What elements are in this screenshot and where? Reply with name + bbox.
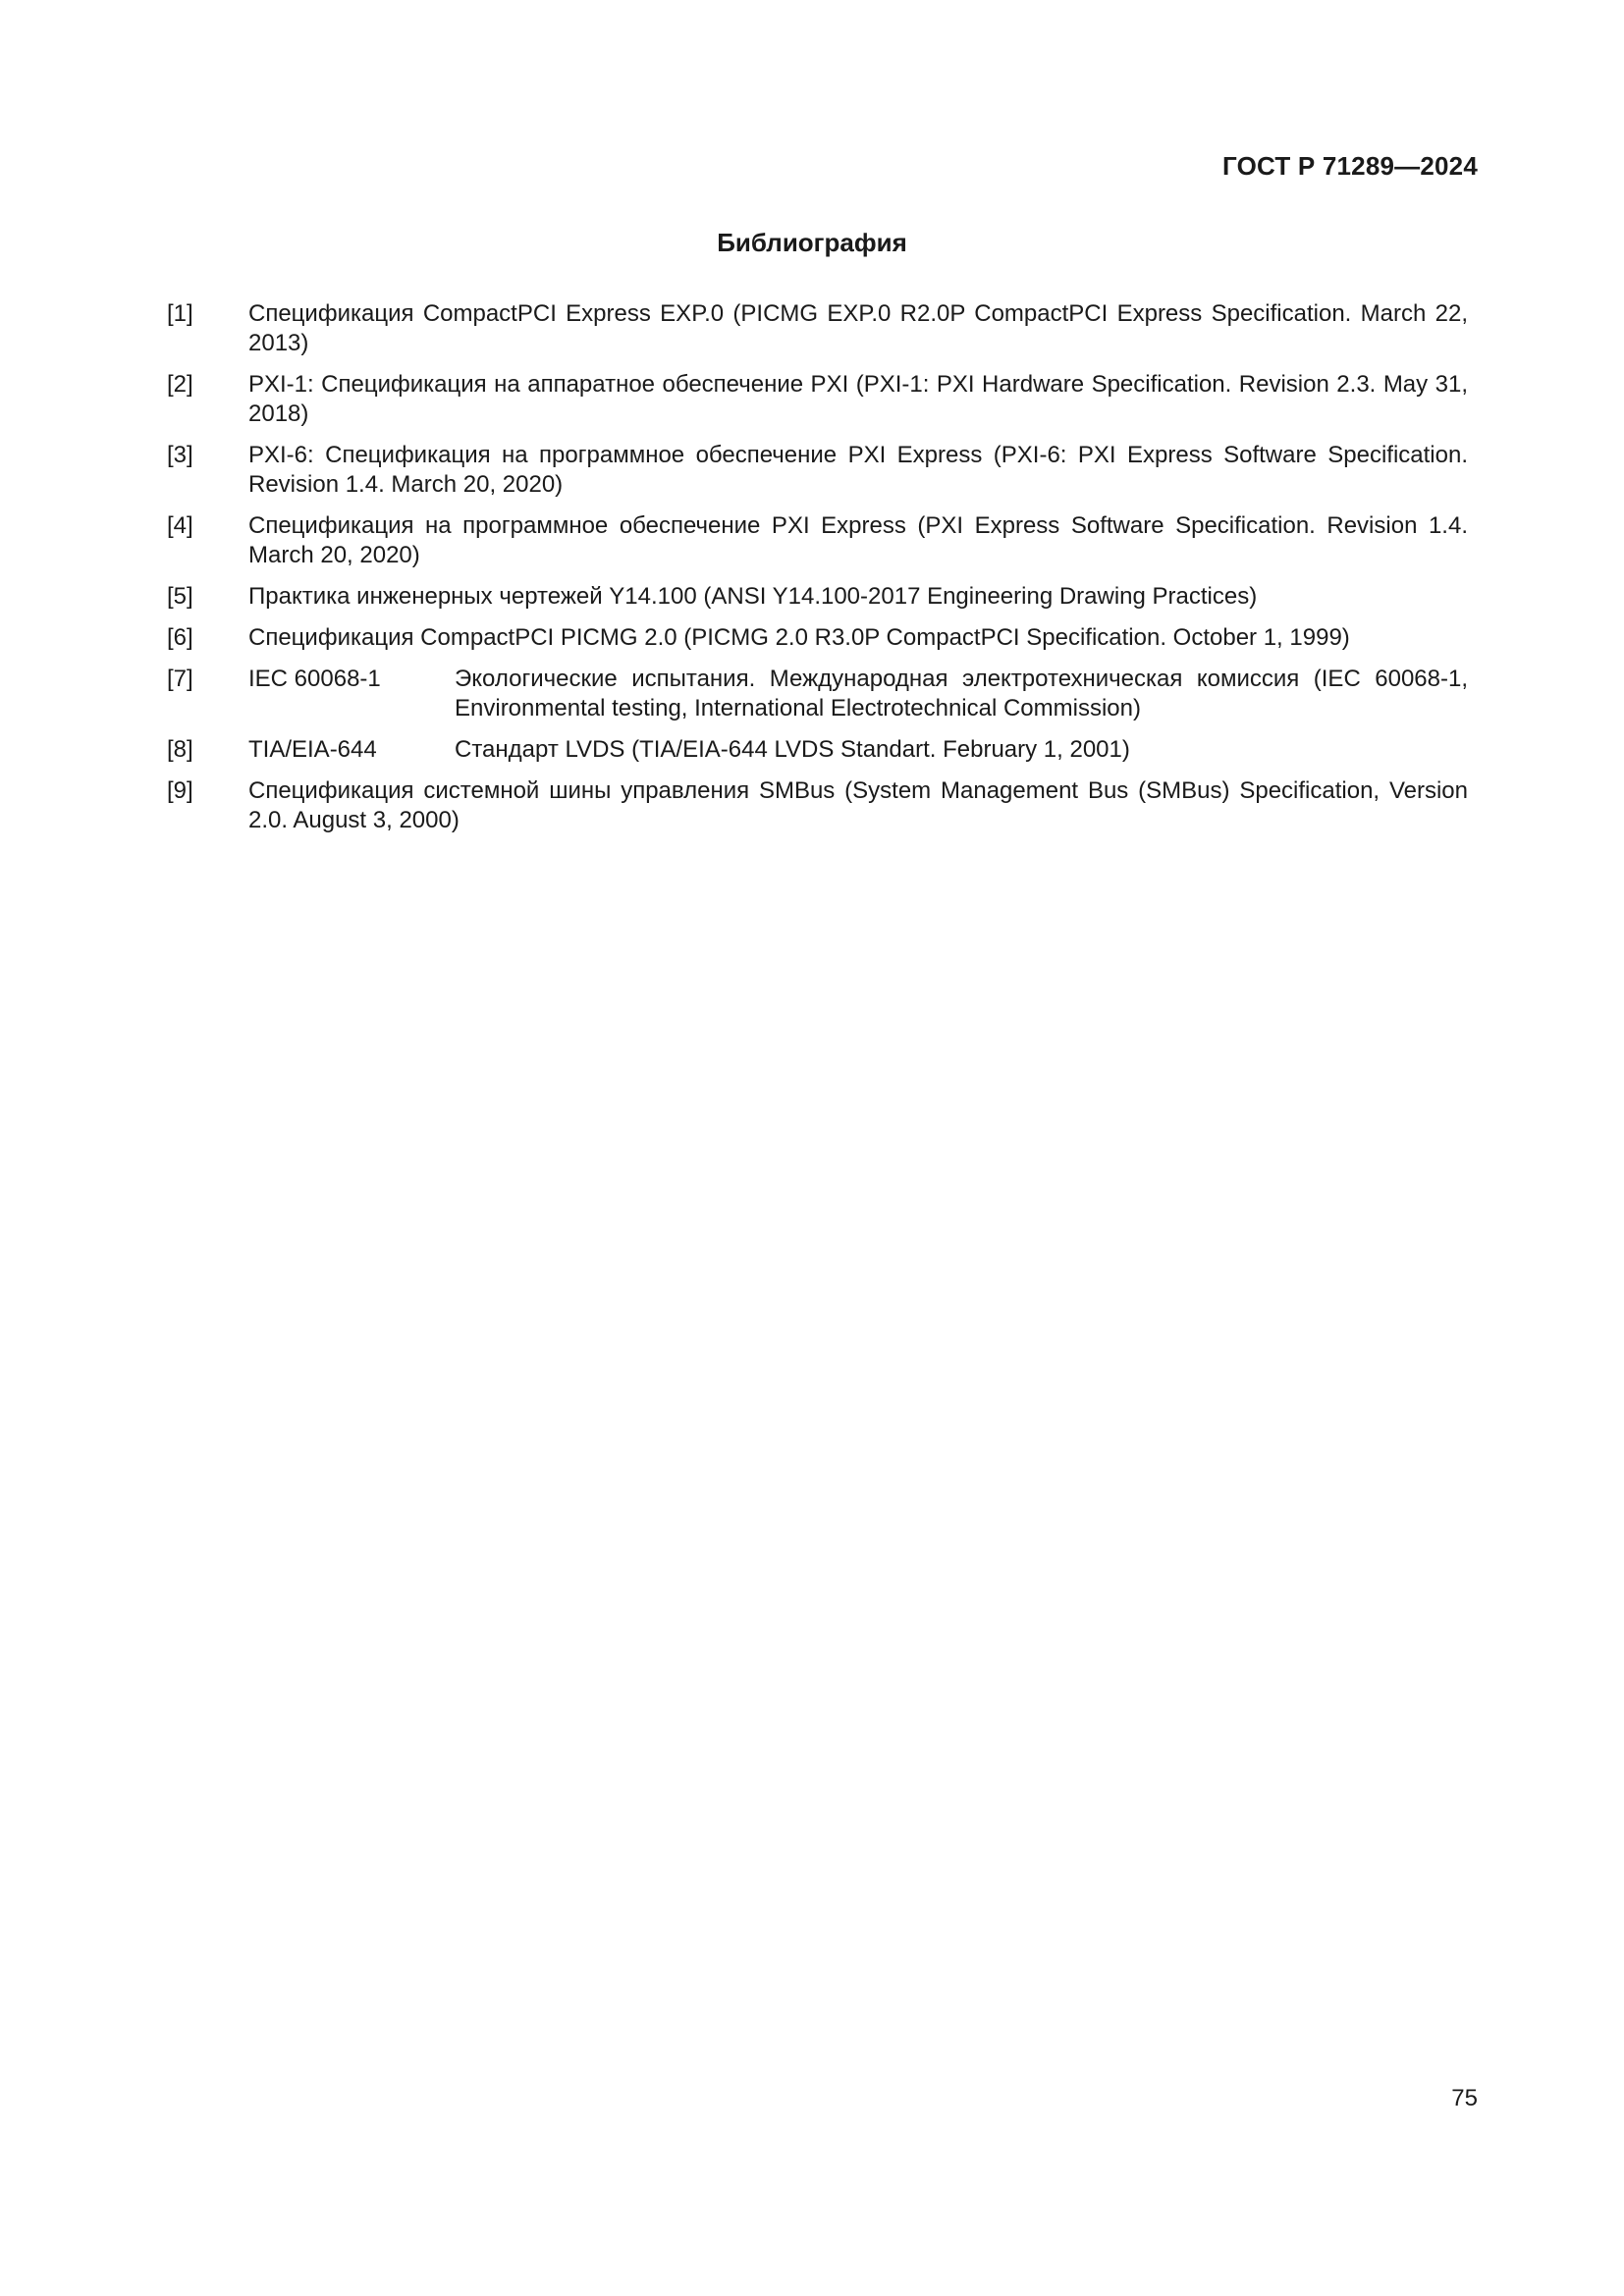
entry-number: [1]: [167, 300, 193, 327]
entry-standard-code: IEC 60068-1: [248, 666, 381, 692]
entry-text: Стандарт LVDS (TIA/EIA-644 LVDS Standart. February 1, 2001): [455, 736, 1130, 763]
bibliography-entry-1: [167, 299, 1468, 358]
standard-code-header: ГОСТ Р 71289—2024: [1222, 151, 1478, 181]
entry-text: Спецификация системной шины управления SMBus (System Management Bus (SMBus) Specification, Version 2.0. August 3, 2000): [248, 777, 1468, 833]
entry-text: Спецификация на программное обеспечение PXI Express (PXI Express Software Specification. Revision 1.4. March 20, 2020): [248, 512, 1468, 568]
bibliography-entry-7: [167, 665, 1468, 723]
entry-number: [4]: [167, 512, 193, 539]
entry-standard-code: TIA/EIA-644: [248, 736, 377, 763]
entry-text: PXI-6: Спецификация на программное обеспечение PXI Express (PXI-6: PXI Express Software Specification. Revision 1.4. March 20, 2020): [248, 442, 1468, 498]
bibliography-entry-3: [167, 441, 1468, 500]
entry-text: Спецификация CompactPCI PICMG 2.0 (PICMG 2.0 R3.0P CompactPCI Specification. October 1, 1999): [248, 624, 1350, 651]
entry-number: [6]: [167, 624, 193, 651]
entry-number: [2]: [167, 371, 193, 398]
entry-number: [7]: [167, 666, 193, 692]
bibliography-list: [167, 299, 1468, 847]
bibliography-entry-6: [167, 623, 1468, 653]
bibliography-entry-4: [167, 511, 1468, 570]
page-number: 75: [1451, 2085, 1478, 2111]
bibliography-entry-2: [167, 370, 1468, 429]
entry-text: Экологические испытания. Международная электротехническая комиссия (IEC 60068-1, Environmental testing, International Electrotechnical Commission): [455, 666, 1468, 721]
entry-number: [8]: [167, 736, 193, 763]
entry-text: PXI-1: Спецификация на аппаратное обеспечение PXI (PXI-1: PXI Hardware Specification. Revision 2.3. May 31, 2018): [248, 371, 1468, 427]
entry-number: [5]: [167, 583, 193, 610]
bibliography-entry-8: [167, 735, 1468, 765]
entry-number: [9]: [167, 777, 193, 804]
bibliography-title: Библиография: [717, 228, 907, 257]
bibliography-entry-5: [167, 582, 1468, 612]
entry-text: Спецификация CompactPCI Express EXP.0 (PICMG EXP.0 R2.0P CompactPCI Express Specification. March 22, 2013): [248, 300, 1468, 356]
bibliography-entry-9: [167, 776, 1468, 835]
entry-text: Практика инженерных чертежей Y14.100 (ANSI Y14.100-2017 Engineering Drawing Practices): [248, 583, 1258, 610]
entry-number: [3]: [167, 442, 193, 468]
